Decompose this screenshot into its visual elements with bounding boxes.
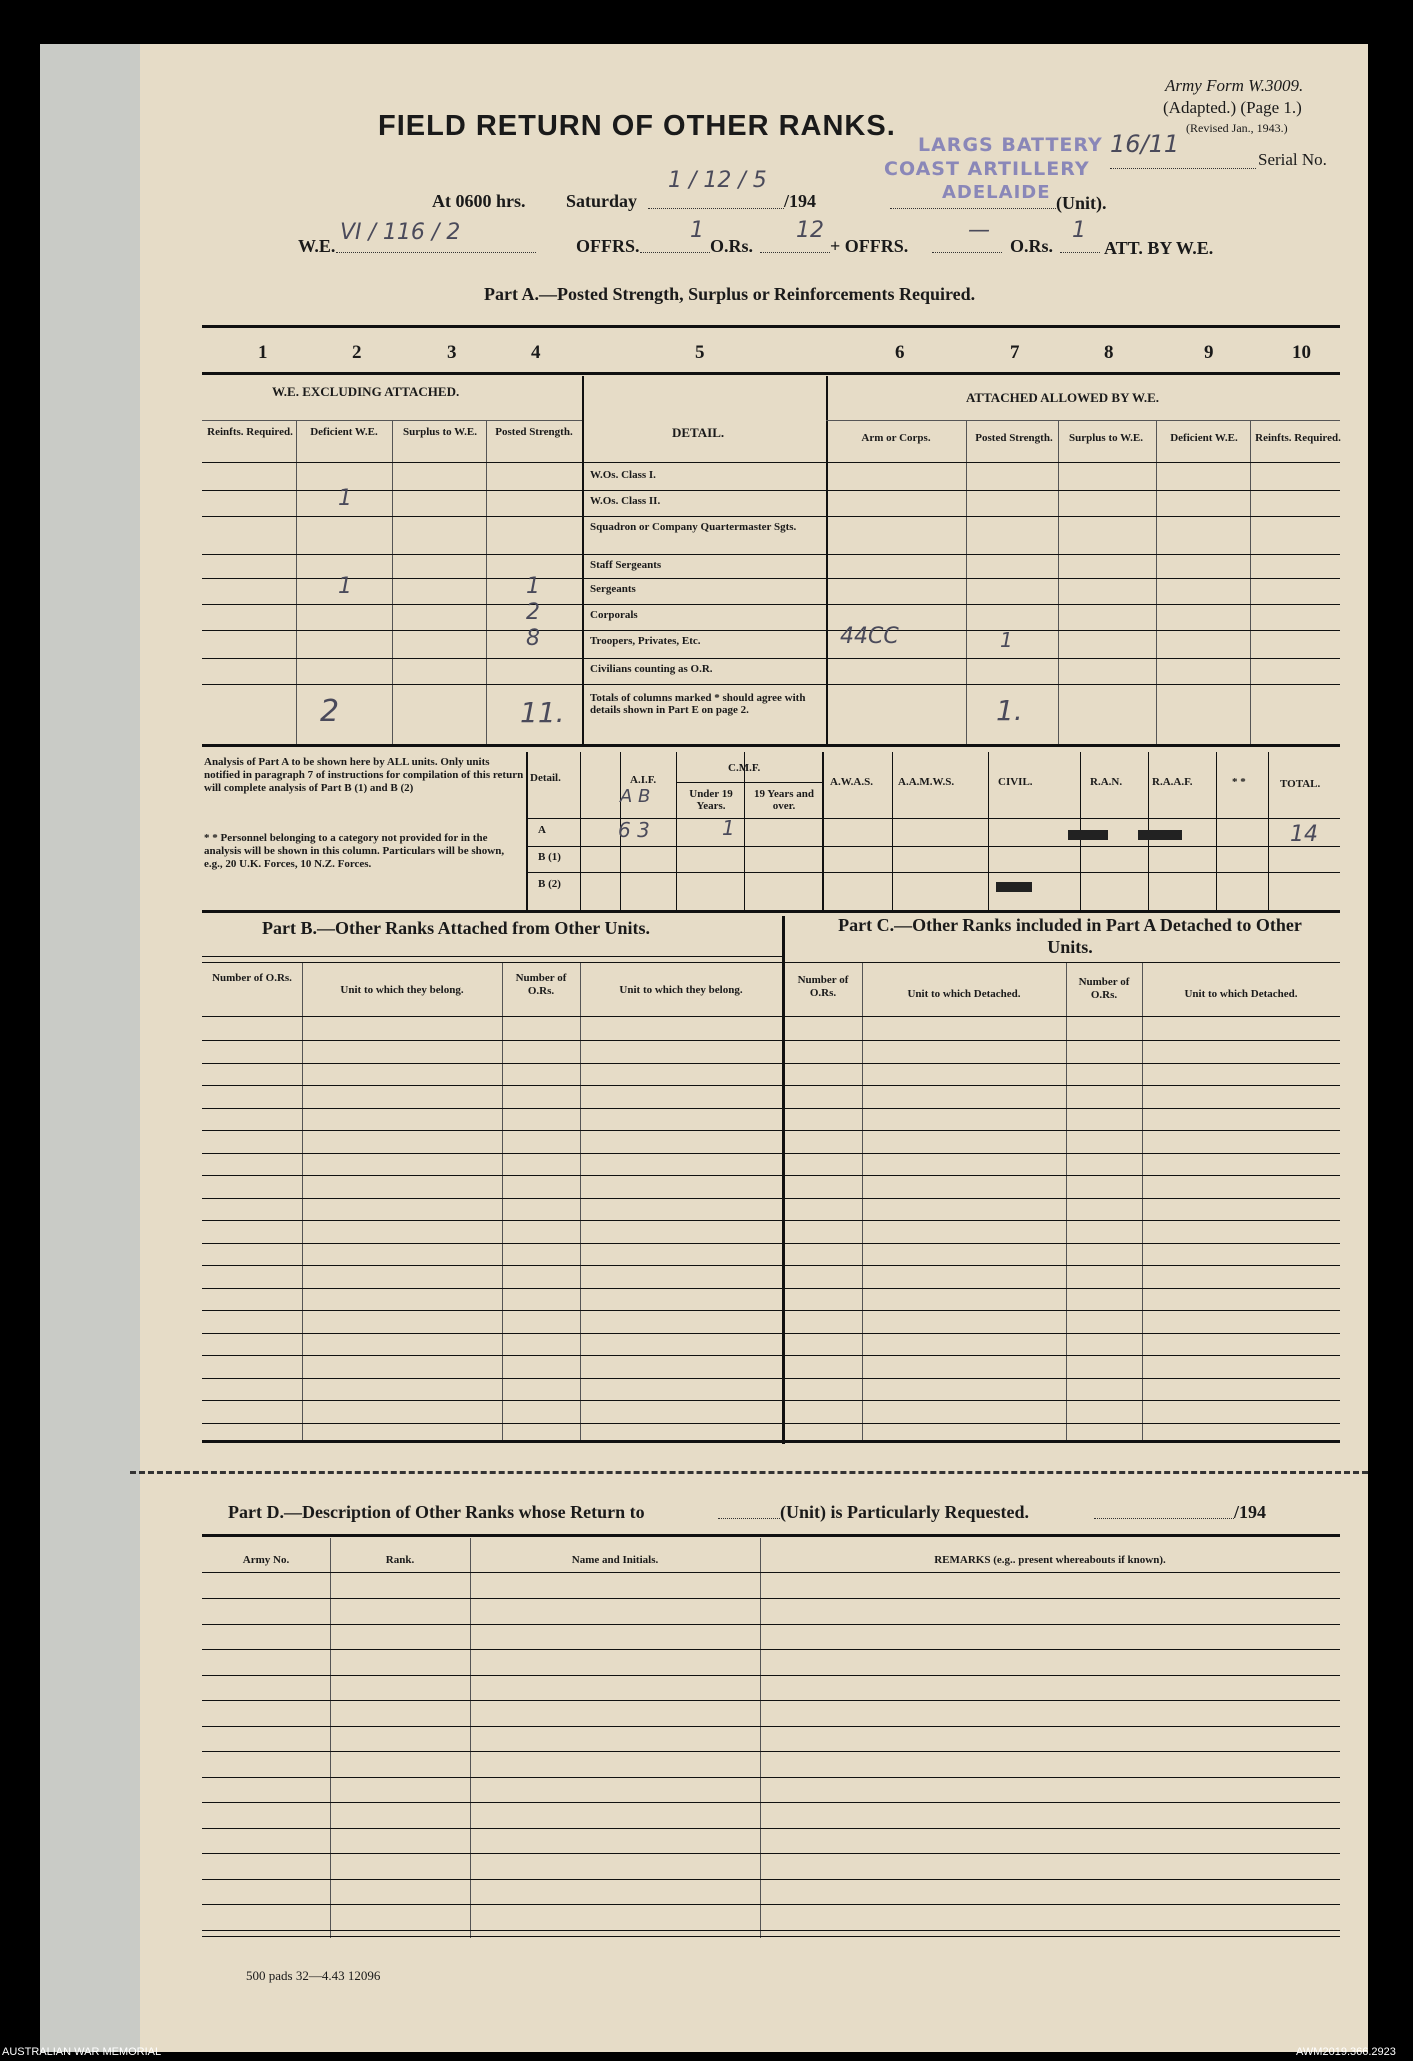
rule-line — [202, 1063, 1340, 1064]
part-b-title: Part B.—Other Ranks Attached from Other Units. — [262, 918, 650, 938]
unit-label: (Unit). — [1056, 193, 1107, 213]
time-label: At 0600 hrs. — [432, 191, 526, 211]
part-d-year: /194 — [1234, 1502, 1267, 1522]
rule-line — [202, 1130, 1340, 1131]
plus-offrs-label: + OFFRS. — [830, 236, 909, 256]
column-number: 8 — [1104, 342, 1114, 363]
redaction-mark — [1138, 830, 1182, 840]
form-title: FIELD RETURN OF OTHER RANKS. — [378, 110, 896, 142]
rule-line — [202, 1879, 1340, 1880]
part-a-right-header: Arm or Corps. — [861, 432, 931, 444]
unit-stamp-line3: ADELAIDE — [942, 182, 1051, 203]
attached-allowed-label: ATTACHED ALLOWED BY W.E. — [966, 390, 1160, 405]
part-a-left-header: Posted Strength. — [495, 426, 573, 438]
part-a-left-header: Reinfts. Required. — [207, 426, 293, 438]
rule-line — [202, 1198, 1340, 1199]
part-b-col1: Number of O.Rs. — [212, 972, 292, 984]
year-label: /194 — [784, 191, 817, 211]
part-d-title-b: (Unit) is Particularly Requested. — [780, 1502, 1029, 1522]
rule-line — [202, 1649, 1340, 1650]
column-number: 1 — [258, 342, 268, 363]
part-d-column-header: Army No. — [242, 1554, 290, 1566]
part-a-title: Part A.—Posted Strength, Surplus or Reinforcements Required. — [484, 284, 976, 304]
rule-line — [202, 1936, 1340, 1937]
rule-line — [296, 420, 297, 744]
part-a-row-detail: Sergeants — [590, 583, 636, 595]
rule-line — [822, 752, 824, 910]
part-c-col3: Number of O.Rs. — [1078, 976, 1130, 1001]
rule-line — [202, 578, 1340, 579]
rule-line — [966, 420, 967, 744]
posted-strength-hand: 8 — [526, 626, 540, 651]
serial-label: Serial No. — [1258, 150, 1327, 169]
detail-header: DETAIL. — [672, 425, 725, 440]
unit-stamp-line2: COAST ARTILLERY — [884, 158, 1090, 180]
rule-line — [486, 420, 487, 744]
under-19-header: Under 19 Years. — [689, 788, 733, 812]
part-d-column-header: REMARKS (e.g.. present whereabouts if known). — [934, 1554, 1166, 1566]
rule-line — [202, 1675, 1340, 1676]
rule-line — [202, 1400, 1340, 1401]
civil-header: CIVIL. — [998, 776, 1033, 788]
form-adapted: (Adapted.) (Page 1.) — [1163, 98, 1302, 117]
rule-line — [202, 658, 1340, 659]
rule-line — [202, 1085, 1340, 1086]
rule-line — [1066, 962, 1067, 1442]
deficient-we-hand: 1 — [338, 574, 352, 599]
rule-line — [202, 1930, 1340, 1931]
total-deficient-hand: 2 — [320, 694, 340, 729]
over-19-header: 19 Years and over. — [753, 788, 815, 812]
rule-line — [392, 420, 393, 744]
rule-line — [1142, 962, 1143, 1442]
total-header: TOTAL. — [1280, 778, 1321, 790]
rule-line — [502, 962, 503, 1442]
rule-line — [744, 752, 745, 910]
analysis-detail-header: Detail. — [530, 772, 561, 784]
plus-ors-label: O.Rs. — [1010, 236, 1054, 256]
rule-line — [202, 604, 1340, 605]
rule-line — [988, 752, 989, 910]
total-posted-hand: 11. — [520, 696, 565, 729]
part-a-left-header: Deficient W.E. — [310, 426, 378, 438]
rule-line — [202, 462, 1340, 463]
redaction-mark — [1068, 830, 1108, 840]
column-number: 9 — [1204, 342, 1214, 363]
rule-line — [202, 1016, 1340, 1017]
part-a-bottom-rule — [202, 744, 1340, 747]
rule-line — [202, 962, 1340, 963]
part-a-right-header: Posted Strength. — [975, 432, 1053, 444]
rule-line — [202, 1624, 1340, 1625]
rule-line — [202, 630, 1340, 631]
analysis-bottom-rule — [202, 910, 1340, 913]
total-attached-hand: 1. — [996, 694, 1023, 727]
ran-header: R.A.N. — [1090, 776, 1123, 788]
aif-hand-2: 6 3 — [618, 818, 650, 842]
print-line: 500 pads 32—4.43 12096 — [246, 1968, 381, 1983]
rule-line — [202, 1153, 1340, 1154]
rule-line — [202, 1108, 1340, 1109]
part-a-row-detail: Corporals — [590, 609, 638, 621]
date-hand: 1 / 12 / 5 — [668, 168, 767, 193]
posted-strength-hand: 1 — [526, 574, 540, 599]
aamws-header: A.A.M.W.S. — [898, 776, 955, 788]
rule-line — [202, 1598, 1340, 1599]
rule-line — [202, 1751, 1340, 1752]
analysis-row-label: B (2) — [538, 878, 561, 890]
rule-line — [676, 752, 677, 910]
analysis-row-label: B (1) — [538, 851, 561, 863]
rule-line — [202, 1534, 1340, 1537]
ors-label: O.Rs. — [710, 236, 754, 256]
part-d-column-header: Rank. — [385, 1554, 415, 1566]
rule-line — [1156, 420, 1157, 744]
rule-line — [202, 420, 582, 421]
part-c-col2: Unit to which Detached. — [907, 988, 1021, 1000]
att-by-we-label: ATT. BY W.E. — [1104, 238, 1214, 258]
rule-line — [202, 516, 1340, 517]
posted-strength-hand: 2 — [526, 600, 540, 625]
rule-line — [202, 1423, 1340, 1424]
we-label: W.E. — [298, 236, 336, 256]
plus-ors-hand: 1 — [1072, 218, 1086, 243]
unit-stamp-line1: LARGS BATTERY — [918, 134, 1103, 156]
rule-line — [526, 752, 528, 910]
rule-line — [1268, 752, 1269, 910]
rule-line — [202, 1243, 1340, 1244]
rule-line — [202, 684, 1340, 685]
rule-line — [202, 1220, 1340, 1221]
part-a-left-header: Surplus to W.E. — [403, 426, 477, 438]
part-b-col3: Number of O.Rs. — [515, 972, 567, 997]
army-form-number: Army Form W.3009. — [1165, 76, 1304, 95]
column-number: 2 — [352, 342, 362, 363]
rule-line — [302, 962, 303, 1442]
part-b-col2: Unit to which they belong. — [340, 984, 464, 996]
awas-header: A.W.A.S. — [830, 776, 873, 788]
we-hand: VI / 116 / 2 — [340, 220, 461, 245]
rule-line — [202, 1355, 1340, 1356]
arm-corps-hand: 44CC — [840, 624, 899, 649]
part-a-row-detail: W.Os. Class I. — [590, 469, 656, 481]
archive-credit: AUSTRALIAN WAR MEMORIAL — [2, 2046, 162, 2058]
rule-line — [202, 1378, 1340, 1379]
rule-line — [202, 1828, 1340, 1829]
rule-line — [202, 1726, 1340, 1727]
totals-detail: Totals of columns marked * should agree with details shown in Part E on page 2. — [590, 692, 806, 716]
attached-posted-hand: 1 — [1000, 628, 1013, 652]
rule-line — [826, 420, 1340, 421]
aif-hand-1: A B — [620, 786, 651, 807]
rule-line — [862, 962, 863, 1442]
rule-line — [202, 1572, 1340, 1573]
part-c-col1: Number of O.Rs. — [797, 974, 849, 999]
column-number: 10 — [1292, 342, 1311, 363]
rule-line — [1216, 752, 1217, 910]
analysis-note-2: * * Personnel belonging to a category not provided for in the analysis will be shown in this column. Particulars will be shown, e.g., 20 U.K. Forces, 10 N.Z. Forces. — [204, 832, 505, 870]
rule-line — [202, 490, 1340, 491]
part-a-right-header: Reinfts. Required. — [1255, 432, 1341, 444]
column-number: 5 — [695, 342, 705, 363]
rule-line — [580, 962, 581, 1442]
rule-line — [202, 1265, 1340, 1266]
part-b-col4: Unit to which they belong. — [619, 984, 743, 996]
we-excluding-label: W.E. EXCLUDING ATTACHED. — [272, 384, 460, 399]
offrs-hand: 1 — [690, 218, 704, 243]
part-a-right-header: Deficient W.E. — [1170, 432, 1238, 444]
ors-hand: 12 — [796, 218, 824, 243]
part-a-top-rule — [202, 372, 1340, 375]
redaction-mark — [996, 882, 1032, 892]
rule-line — [202, 956, 782, 957]
rule-line — [1250, 420, 1251, 744]
rule-line — [202, 1777, 1340, 1778]
rule-line — [676, 782, 822, 783]
day-label: Saturday — [566, 191, 638, 211]
rule-line — [202, 1310, 1340, 1311]
part-a-row-detail: Squadron or Company Quartermaster Sgts. — [590, 521, 797, 533]
part-b-c-divider — [782, 916, 785, 1444]
part-a-row-detail: W.Os. Class II. — [590, 495, 661, 507]
rule-line — [202, 1333, 1340, 1334]
under-19-hand: 1 — [722, 816, 735, 840]
rule-line — [892, 752, 893, 910]
part-a-right-header: Surplus to W.E. — [1069, 432, 1143, 444]
cmf-header: C.M.F. — [728, 762, 761, 774]
rule-line — [202, 1288, 1340, 1289]
analysis-note: Analysis of Part A to be shown here by ALL units. Only units notified in paragraph 7 of instructions for compilation of this return will complete analysis of Part B (1) and B (2) — [204, 756, 524, 794]
archive-reference: AWM2019.366.2923 — [1296, 2046, 1396, 2058]
part-b-c-bottom-rule — [202, 1440, 1340, 1443]
part-d-column-header: Name and Initials. — [571, 1554, 659, 1566]
form-revised: (Revised Jan., 1943.) — [1186, 121, 1288, 135]
rule-line — [202, 554, 1340, 555]
part-c-title: Part C.—Other Ranks included in Part A Detached to Other Units. — [838, 915, 1302, 957]
rule-line — [526, 846, 1340, 847]
part-a-row-detail: Troopers, Privates, Etc. — [590, 635, 701, 647]
rule-line — [202, 1802, 1340, 1803]
rule-line — [202, 1175, 1340, 1176]
column-number: 4 — [531, 342, 541, 363]
analysis-row-label: A — [538, 824, 546, 836]
rule-line — [526, 872, 1340, 873]
part-a-row-detail: Staff Sergeants — [590, 559, 662, 571]
aif-header: A.I.F. — [630, 774, 657, 786]
column-number: 7 — [1010, 342, 1020, 363]
rule-line — [202, 1700, 1340, 1701]
rule-line — [202, 1904, 1340, 1905]
rule-line — [580, 752, 581, 910]
plus-offrs-hand: — — [968, 218, 990, 243]
rule-line — [202, 1853, 1340, 1854]
serial-number-hand: 16/11 — [1110, 130, 1180, 158]
deficient-we-hand: 1 — [338, 486, 352, 511]
part-a-row-detail: Civilians counting as O.R. — [590, 663, 713, 675]
raaf-header: R.A.A.F. — [1152, 776, 1193, 788]
offrs-label: OFFRS. — [576, 236, 640, 256]
rule-line — [1058, 420, 1059, 744]
part-d-title-a: Part D.—Description of Other Ranks whose Return to — [228, 1502, 645, 1522]
column-number: 3 — [447, 342, 457, 363]
part-a-divider — [582, 376, 584, 744]
rule-line — [202, 1040, 1340, 1041]
other-forces-header: * * — [1232, 776, 1246, 788]
total-hand: 14 — [1290, 822, 1318, 847]
column-number: 6 — [895, 342, 905, 363]
part-c-col4: Unit to which Detached. — [1184, 988, 1298, 1000]
